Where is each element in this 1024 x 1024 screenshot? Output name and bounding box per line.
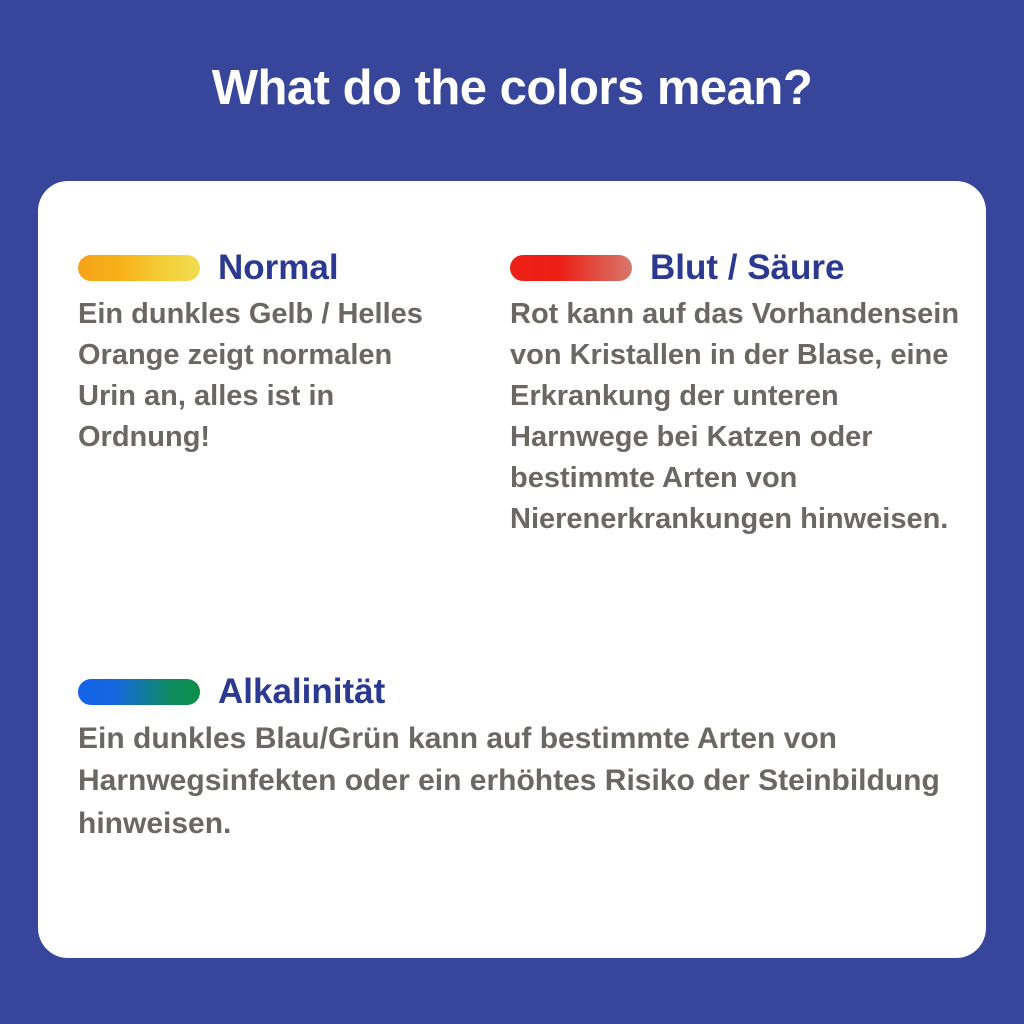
legend-item-alkalinity — [78, 673, 968, 845]
legend-title-alkalinity: Alkalinität — [218, 672, 386, 711]
legend-header-normal — [78, 249, 458, 288]
legend-header-blood-acid — [510, 249, 970, 288]
legend-card — [38, 181, 986, 958]
swatch-normal-yellow-orange-icon — [78, 255, 200, 281]
legend-title-blood-acid: Blut / Säure — [650, 248, 845, 287]
legend-item-blood-acid — [510, 249, 970, 541]
legend-header-alkalinity — [78, 673, 968, 712]
legend-title-normal: Normal — [218, 248, 339, 287]
legend-body-blood-acid: Rot kann auf das Vorhandensein von Kristallen in der Blase, eine Erkrankung der unteren Harnwege bei Katzen oder bestimmte Arten von Nierenerkrankungen hinweisen. — [510, 297, 960, 536]
swatch-alkalinity-blue-green-icon — [78, 679, 200, 705]
swatch-blood-red-icon — [510, 255, 632, 281]
legend-body-alkalinity: Ein dunkles Blau/Grün kann auf bestimmte Arten von Harnwegsinfekten oder ein erhöhtes Risiko der Steinbildung hinweisen. — [78, 721, 940, 840]
page-title: What do the colors mean? — [211, 61, 813, 115]
legend-body-normal: Ein dunkles Gelb / Helles Orange zeigt normalen Urin an, alles ist in Ordnung! — [78, 297, 423, 454]
legend-item-normal — [78, 249, 458, 458]
